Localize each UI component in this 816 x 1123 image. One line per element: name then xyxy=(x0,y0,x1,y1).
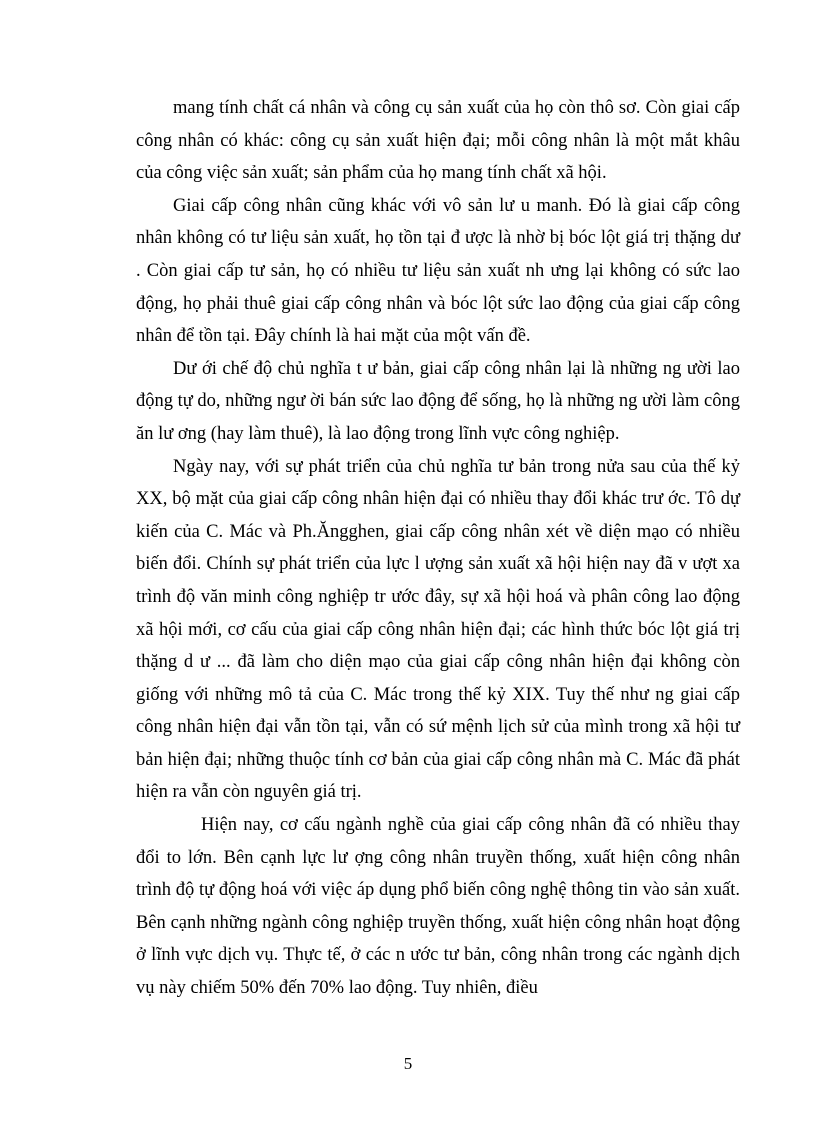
paragraph-3: Dư ới chế độ chủ nghĩa t ư bản, giai cấp công nhân lại là những ng ười lao động tự do, những ngư ời bán sức lao động để sống, họ là những ng ười làm công ăn lư ơng (hay làm thuê), là lao động trong lĩnh vực công nghiệp. xyxy=(136,358,740,444)
body-text xyxy=(136,92,740,1005)
paragraph-4: Ngày nay, với sự phát triển của chủ nghĩa tư bản trong nửa sau của thế kỷ XX, bộ mặt của giai cấp công nhân hiện đại có nhiều thay đổi khác trư ớc. Tô dự kiến của C. Mác và Ph.Ăngghen, giai cấp công nhân xét về diện mạo có nhiều biến đổi. Chính sự phát triển của lực l ượng sản xuất xã hội hiện nay đã v ượt xa trình độ văn minh công nghiệp tr ước đây, sự xã hội hoá và phân công lao động xã hội mới, cơ cấu của giai cấp công nhân hiện đại; các hình thức bóc lột giá trị thặng d ư ... đã làm cho diện mạo của giai cấp công nhân hiện đại không còn giống với những mô tả của C. Mác trong thế kỷ XIX. Tuy thế như ng giai cấp công nhân hiện đại vẫn tồn tại, vẫn có sứ mệnh lịch sử của mình trong xã hội tư bản hiện đại; những thuộc tính cơ bản của giai cấp công nhân mà C. Mác đã phát hiện ra vẫn còn nguyên giá trị. xyxy=(136,456,740,803)
page-number: 5 xyxy=(403,1054,413,1073)
paragraph-1: mang tính chất cá nhân và công cụ sản xuất của họ còn thô sơ. Còn giai cấp công nhân có khác: công cụ sản xuất hiện đại; mỗi công nhân là một mắt khâu của công việc sản xuất; sản phẩm của họ mang tính chất xã hội. xyxy=(136,98,740,184)
paragraph-5: Hiện nay, cơ cấu ngành nghề của giai cấp công nhân đã có nhiều thay đổi to lớn. Bên cạnh lực lư ợng công nhân truyền thống, xuất hiện công nhân trình độ tự động hoá với việc áp dụng phổ biến công nghệ thông tin vào sản xuất. Bên cạnh những ngành công nghiệp truyền thống, xuất hiện công nhân hoạt động ở lĩnh vực dịch vụ. Thực tế, ở các n ước tư bản, công nhân trong các ngành dịch vụ này chiếm 50% đến 70% lao động. Tuy nhiên, điều xyxy=(136,815,740,999)
paragraph-2: Giai cấp công nhân cũng khác với vô sản lư u manh. Đó là giai cấp công nhân không có tư liệu sản xuất, họ tồn tại đ ược là nhờ bị bóc lột giá trị thặng dư . Còn giai cấp tư sản, họ có nhiều tư liệu sản xuất nh ưng lại không có sức lao động, họ phải thuê giai cấp công nhân và bóc lột sức lao động của giai cấp công nhân để tồn tại. Đây chính là hai mặt của một vấn đề. xyxy=(136,195,740,347)
